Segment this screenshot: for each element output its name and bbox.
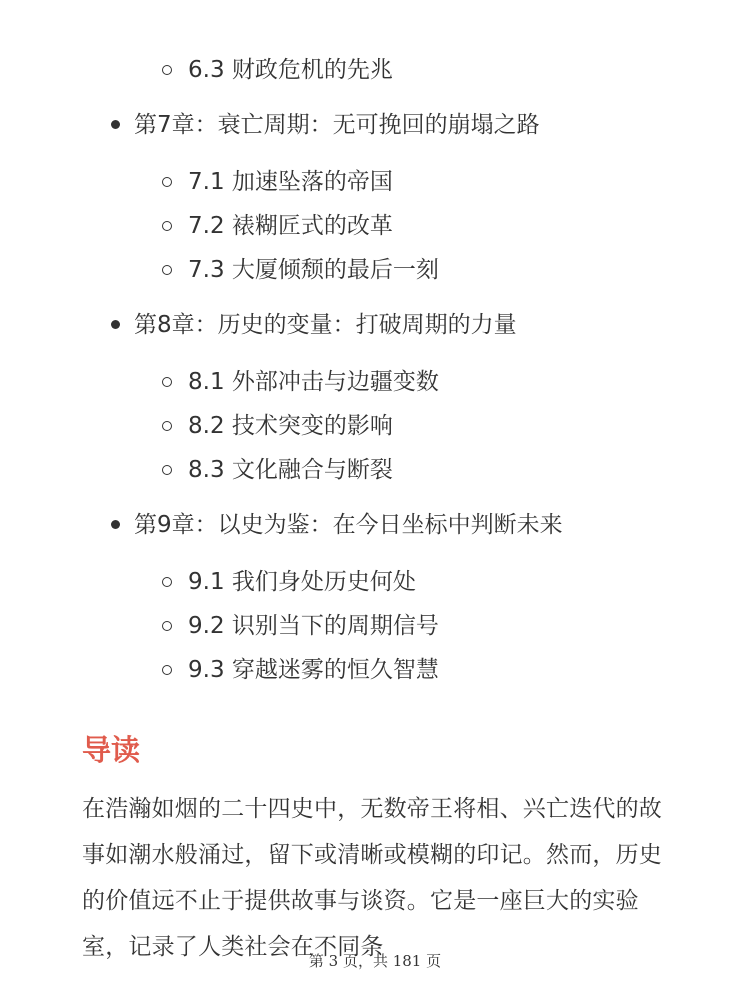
body-paragraph: 在浩瀚如烟的二十四史中，无数帝王将相、兴亡迭代的故事如潮水般涌过，留下或清晰或模糊的印记。然而，历史的价值远不止于提供故事与谈资。它是一座巨大的实验室，记录了人类社会在不同条 [82, 796, 662, 960]
toc-subitem [0, 360, 750, 404]
toc-subitem-label: 7.3 大厦倾颓的最后一刻 [188, 257, 439, 283]
circle-bullet-icon [162, 621, 172, 631]
toc-subitem [0, 160, 750, 204]
toc-subitem-label: 6.3 财政危机的先兆 [188, 57, 393, 83]
circle-bullet-icon [162, 65, 172, 75]
toc-subitem [0, 248, 750, 292]
toc-subitem [0, 560, 750, 604]
toc-chapter-title: 第7章：衰亡周期：无可挽回的崩塌之路 [134, 112, 540, 138]
circle-bullet-icon [162, 421, 172, 431]
toc-subitem-label: 8.1 外部冲击与边疆变数 [188, 369, 439, 395]
page-number-footer: 第 3 页，共 181 页 [308, 952, 442, 970]
toc-subitem [0, 604, 750, 648]
circle-bullet-icon [162, 177, 172, 187]
circle-bullet-icon [162, 577, 172, 587]
toc-chapter [0, 92, 750, 292]
toc-subitem-label: 7.1 加速坠落的帝国 [188, 169, 393, 195]
circle-bullet-icon [162, 221, 172, 231]
disc-bullet-icon [111, 120, 120, 129]
disc-bullet-icon [111, 320, 120, 329]
toc-subitem [0, 204, 750, 248]
table-of-contents [0, 48, 750, 692]
toc-chapter-title: 第8章：历史的变量：打破周期的力量 [134, 312, 517, 338]
toc-subitem-label: 9.3 穿越迷雾的恒久智慧 [188, 657, 439, 683]
toc-chapter [0, 292, 750, 492]
toc-subitem [0, 48, 750, 92]
circle-bullet-icon [162, 465, 172, 475]
circle-bullet-icon [162, 265, 172, 275]
toc-subitem-label: 7.2 裱糊匠式的改革 [188, 213, 393, 239]
circle-bullet-icon [162, 665, 172, 675]
section-heading: 导读 [82, 733, 141, 767]
toc-subitem [0, 648, 750, 692]
disc-bullet-icon [111, 520, 120, 529]
toc-chapter-title: 第9章：以史为鉴：在今日坐标中判断未来 [134, 512, 563, 538]
toc-subitem-label: 9.1 我们身处历史何处 [188, 569, 416, 595]
circle-bullet-icon [162, 377, 172, 387]
toc-subitem-label: 8.2 技术突变的影响 [188, 413, 393, 439]
toc-subitem-label: 9.2 识别当下的周期信号 [188, 613, 439, 639]
toc-subitem [0, 404, 750, 448]
toc-subitem-label: 8.3 文化融合与断裂 [188, 457, 393, 483]
toc-chapter [0, 492, 750, 692]
toc-subitem [0, 448, 750, 492]
